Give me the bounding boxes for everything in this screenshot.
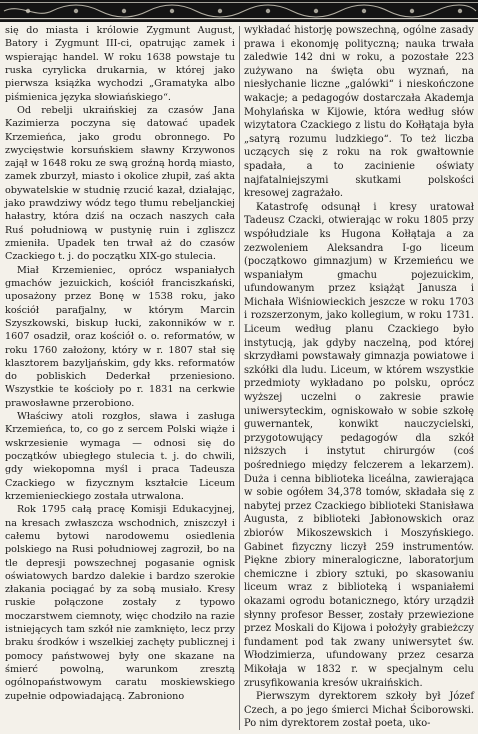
paragraph: Pierwszym dyrektorem szkoły był Józef Czech, a po jego śmierci Michał Ściborowski. Po nim dyrektorem został poeta, uko- xyxy=(244,691,474,730)
text-column-right xyxy=(244,24,474,731)
text-column-left xyxy=(5,24,235,703)
floral-border-ornament xyxy=(0,0,478,22)
paragraph: Właściwy atoli rozgłos, sława i zasługa Krzemieńca, to, co go z sercem Polski wiąże i wskrzesienie wymaga — odnosi się do początków ubiegłego stulecia t. j. do chwili, gdy wiekopomna myśl i praca Tadeusza Czackiego w fizycznym kształcie Liceum krzemienieckiego została utrwalona. xyxy=(5,411,235,502)
paragraph: Rok 1795 całą pracę Komisji Edukacyjnej, na kresach zwłaszcza wschodnich, zniszczył i całemu bytowi narodowemu osiedlenia polskiego na Rusi południowej zagroził, bo na tle depresji powszechnej pogasanie ognisk oświatowych bardzo dalekie i bardzo szerokie złakania pociągać by za sobą musiało. Kresy ruskie połączone zostały z typowo moczarstwem ciemnoty, więc chodziło na razie istniejących tam szkół nie zamknięto, lecz przy braku środków i wszelkiej zachęty publicznej i pomocy państwowej były one skazane na śmierć powolną, warunkom zresztą ogólnopaństwowym caratu moskiewskiego zupełnie odpowiadającą. Zabroniono xyxy=(5,504,235,702)
header-ornament xyxy=(0,0,478,22)
paragraph: Od rebelji ukraińskiej za czasów Jana Kazimierza poczyna się datować upadek Krzemieńca, jako grodu obronnego. Po zwycięstwie korsuńskiem sławny Krzywonos zajął w 1648 roku ze swą groźną hordą miasto, zamek zburzył, miasto i okolice złupił, zaś akta obywatelskie w studnię rzucić kazał, działając, jako prawdziwy wódz tego tłumu rebeljanckiej hałastry, która dziś na oczach naszych cała Ruś południową w pustynię ruin i zgliszcz zmieniła. Upadek ten trwał aż do czasów Czackiego t. j. do początku XIX-go stulecia. xyxy=(5,104,235,263)
paragraph: Miał Krzemieniec, oprócz wspaniałych gmachów jezuickich, kościół franciszkański, uposażony przez Bonę w 1538 roku, jako kościół parafjalny, w którym Marcin Szyszkowski, biskup łucki, zakonników w r. 1607 osadził, oraz kościół o. o. reformatów, w roku 1760 założony, który w r. 1807 stał się klasztorem bazyljańskim, gdy kks. reformatów do pobliskich Dederkał przeniesiono. Wszystkie te kościoły po r. 1831 na cerkwie prawosławne przerobiono. xyxy=(5,264,235,409)
column-divider xyxy=(239,26,240,730)
paragraph: Katastrofę odsunął i kresy uratował Tadeusz Czacki, otwierając w roku 1805 przy współudziale ks Hugona Kołłątaja a za zezwoleniem Aleksandra I-go liceum (początkowo gimnazjum) w Krzemieńcu we wspaniałym gmachu pojezuickim, ufundowanym przez książąt Janusza i Michała Wiśniowieckich jeszcze w roku 1703 i rozszerzonym, jako kollegium, w roku 1731. Liceum według planu Czackiego było instytucją, jak gdyby naczelną, pod której skrzydłami powstawały gimnazja powiatowe i szkółki dla ludu. Liceum, w którem wszystkie przedmioty wykładano po polsku, oprócz wyższej uczelni o zakresie prawie uniwersyteckim, ogniskowało w sobie szkołę guwernantek, konwikt nauczycielski, przygotowujący pedagogów dla szkół niższych i instytut chirurgów (coś pośredniego między felczerem a lekarzem). Duża i cenna biblioteka liceálna, zawierająca w sobie ogółem 34,378 tomów, składała się z nabytej przez Czackiego biblioteki Stanisława Augusta, z biblioteki Jabłonowskich oraz zbiorów Mikoszewskich i Moszyńskiego. Gabinet fizyczny liczył 259 instrumentów. Piękne zbiory mineralogiczne, laboratorjum chemiczne i zbiory sztuki, po skasowaniu liceum wraz z biblioteką i wspaniałemi okazami ogrodu botanicznego, który urządził słynny profesor Besser, zostały przewiezione przez Moskali do Kijowa i położyły grabieżczy fundament pod tak zwany uniwersytet św. Włodzimierza, ufundowany przez cesarza Mikołaja w 1832 r. w specjalnym celu zrusyfikowania kresów ukraińskich. xyxy=(244,201,474,689)
paragraph: się do miasta i królowie Zygmunt August, Batory i Zygmunt III-ci, opatrując zamek i wspierając handel. W roku 1638 powstaje tu ruska cyrylicka drukarnia, w której jako pierwsza książka wychodzi „Gramatyka albo piśmienica języka słowiańskiego“. xyxy=(5,25,235,103)
paragraph: wykładać historję powszechną, ogólne zasady prawa i ekonomję polityczną; nauka trwała zaledwie 142 dni w roku, a pozostałe 223 zużywano na święta obu wyznań, na niesłychanie liczne „galówki“ i nieskończone wakacje; a pedagogów dostarczała Akademja Mohylańska w Kijowie, która według słów wizytatora Czackiego z listu do Kołłątaja była „satyrą rozumu ludzkiego“. To też liczba uczących się z roku na rok gwałtownie spadała, a to zacinienie oświaty najfatalniejszymi skutkami polskości kresowej zagrażało. xyxy=(244,25,474,200)
